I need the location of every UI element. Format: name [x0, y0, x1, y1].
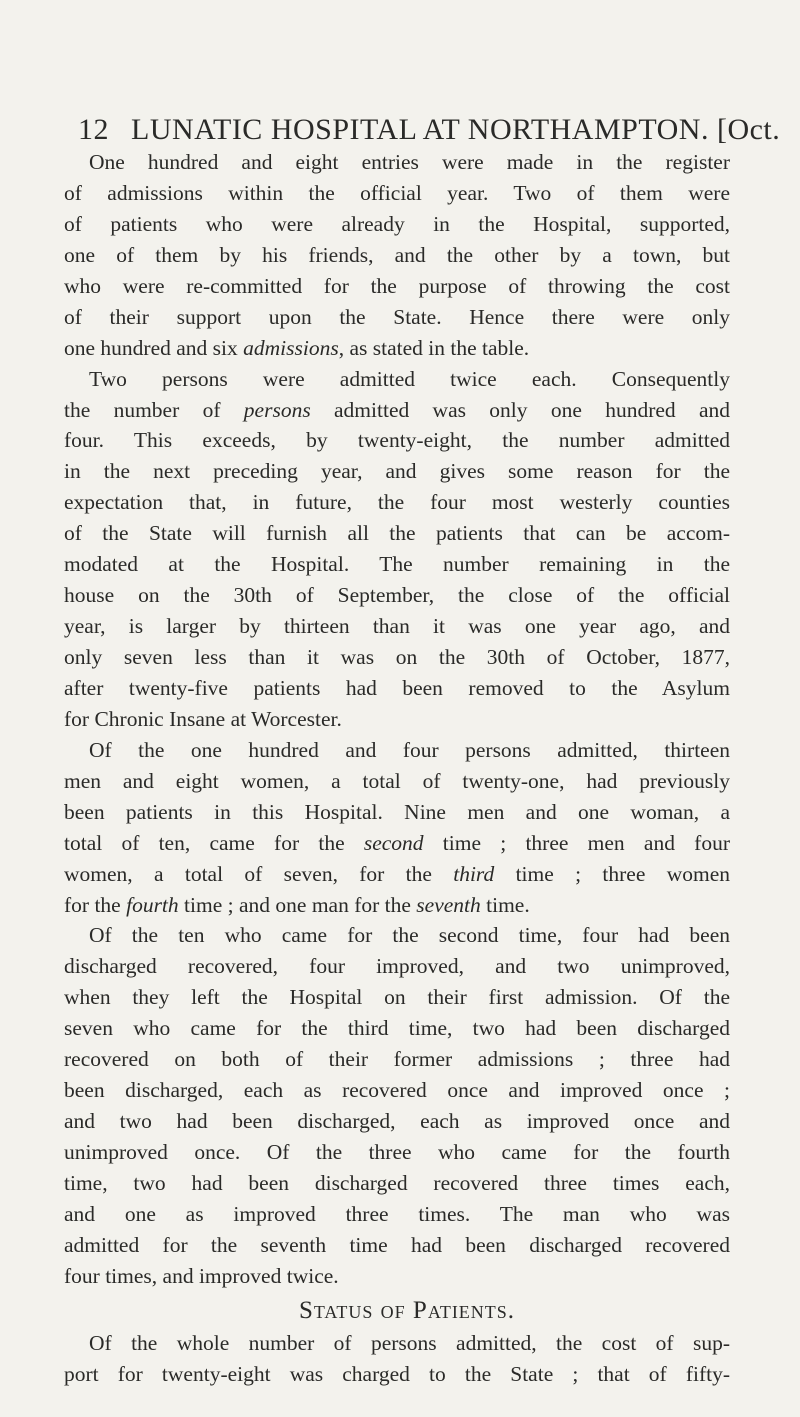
text-line: of the State will furnish all the patients that can be accom- [64, 521, 730, 546]
text-line: Of the one hundred and four persons admitted, thirteen [89, 737, 730, 762]
text-line: seven who came for the third time, two had been discharged [64, 1016, 730, 1041]
date-note: [Oct. [716, 113, 781, 146]
text-line: four times, and improved twice. [64, 1263, 339, 1288]
emphasis-text: admissions [243, 335, 339, 360]
page-header [78, 112, 781, 148]
text-line: house on the 30th of September, the close of the official [64, 583, 730, 608]
text-line [64, 890, 730, 921]
text-line: who were re-committed for the purpose of throwing the cost [64, 273, 730, 298]
text-line: men and eight women, a total of twenty-one, had previously [64, 768, 730, 793]
text-line: of their support upon the State. Hence there were only [64, 304, 730, 329]
text-line: year, is larger by thirteen than it was one year ago, and [64, 614, 730, 639]
text-segment: time ; three men and four [423, 830, 730, 855]
text-line [64, 859, 730, 890]
text-line: only seven less than it was on the 30th of October, 1877, [64, 645, 730, 669]
text-segment: time. [480, 892, 530, 917]
text-segment: one hundred and six [64, 335, 244, 360]
emphasis-text: second [363, 830, 424, 855]
text-segment: time ; and one man for the [178, 892, 417, 917]
section-heading: Status of Patients. [298, 1296, 516, 1324]
text-line: Of the whole number of persons admitted, the cost of sup- [89, 1330, 730, 1355]
text-line: One hundred and eight entries were made in the register [89, 150, 730, 174]
text-segment: the number of [64, 397, 244, 422]
emphasis-text: fourth [126, 892, 179, 917]
text-line: and two had been discharged, each as improved once and [64, 1109, 730, 1134]
text-segment: admitted was only one hundred and [310, 397, 730, 422]
emphasis-text: seventh [416, 892, 481, 917]
text-segment: time ; three women [494, 861, 730, 886]
body-text [64, 147, 730, 1390]
text-line: one of them by his friends, and the other by a town, but [64, 242, 730, 267]
text-line: discharged recovered, four improved, and two unimproved, [64, 954, 730, 979]
text-line [64, 828, 730, 859]
text-segment: total of ten, came for the [64, 830, 364, 855]
text-line: been discharged, each as recovered once and improved once ; [64, 1078, 730, 1103]
emphasis-text: third [453, 861, 495, 886]
text-line [64, 395, 730, 426]
text-line [64, 333, 730, 364]
text-line: modated at the Hospital. The number remaining in the [64, 552, 730, 577]
text-line: Of the ten who came for the second time, four had been [89, 923, 730, 948]
text-line: for Chronic Insane at Worcester. [64, 706, 342, 731]
text-segment: , as stated in the table. [338, 335, 530, 360]
text-line: Two persons were admitted twice each. Consequently [89, 366, 730, 391]
text-line: port for twenty-eight was charged to the State ; that of fifty- [64, 1361, 730, 1386]
text-line: unimproved once. Of the three who came for the fourth [64, 1140, 730, 1164]
text-line: in the next preceding year, and gives some reason for the [64, 459, 730, 484]
text-line: when they left the Hospital on their first admission. Of the [64, 985, 730, 1010]
text-line: four. This exceeds, by twenty-eight, the number admitted [64, 428, 730, 453]
page-number: 12 [78, 113, 109, 146]
text-line: recovered on both of their former admissions ; three had [64, 1047, 730, 1072]
text-line: and one as improved three times. The man who was [64, 1201, 730, 1226]
text-line: expectation that, in future, the four most westerly counties [64, 490, 730, 515]
text-segment: for the [64, 892, 127, 917]
text-line: of patients who were already in the Hospital, supported, [64, 211, 730, 236]
text-line: admitted for the seventh time had been discharged recovered [64, 1232, 730, 1257]
text-segment: women, a total of seven, for the [64, 861, 454, 886]
text-line: time, two had been discharged recovered three times each, [64, 1170, 730, 1195]
text-line: after twenty-five patients had been removed to the Asylum [64, 675, 730, 700]
emphasis-text: persons [243, 397, 311, 422]
running-title: LUNATIC HOSPITAL AT NORTHAMPTON. [131, 113, 709, 146]
text-line: of admissions within the official year. Two of them were [64, 180, 730, 205]
text-line: been patients in this Hospital. Nine men and one woman, a [64, 799, 730, 824]
